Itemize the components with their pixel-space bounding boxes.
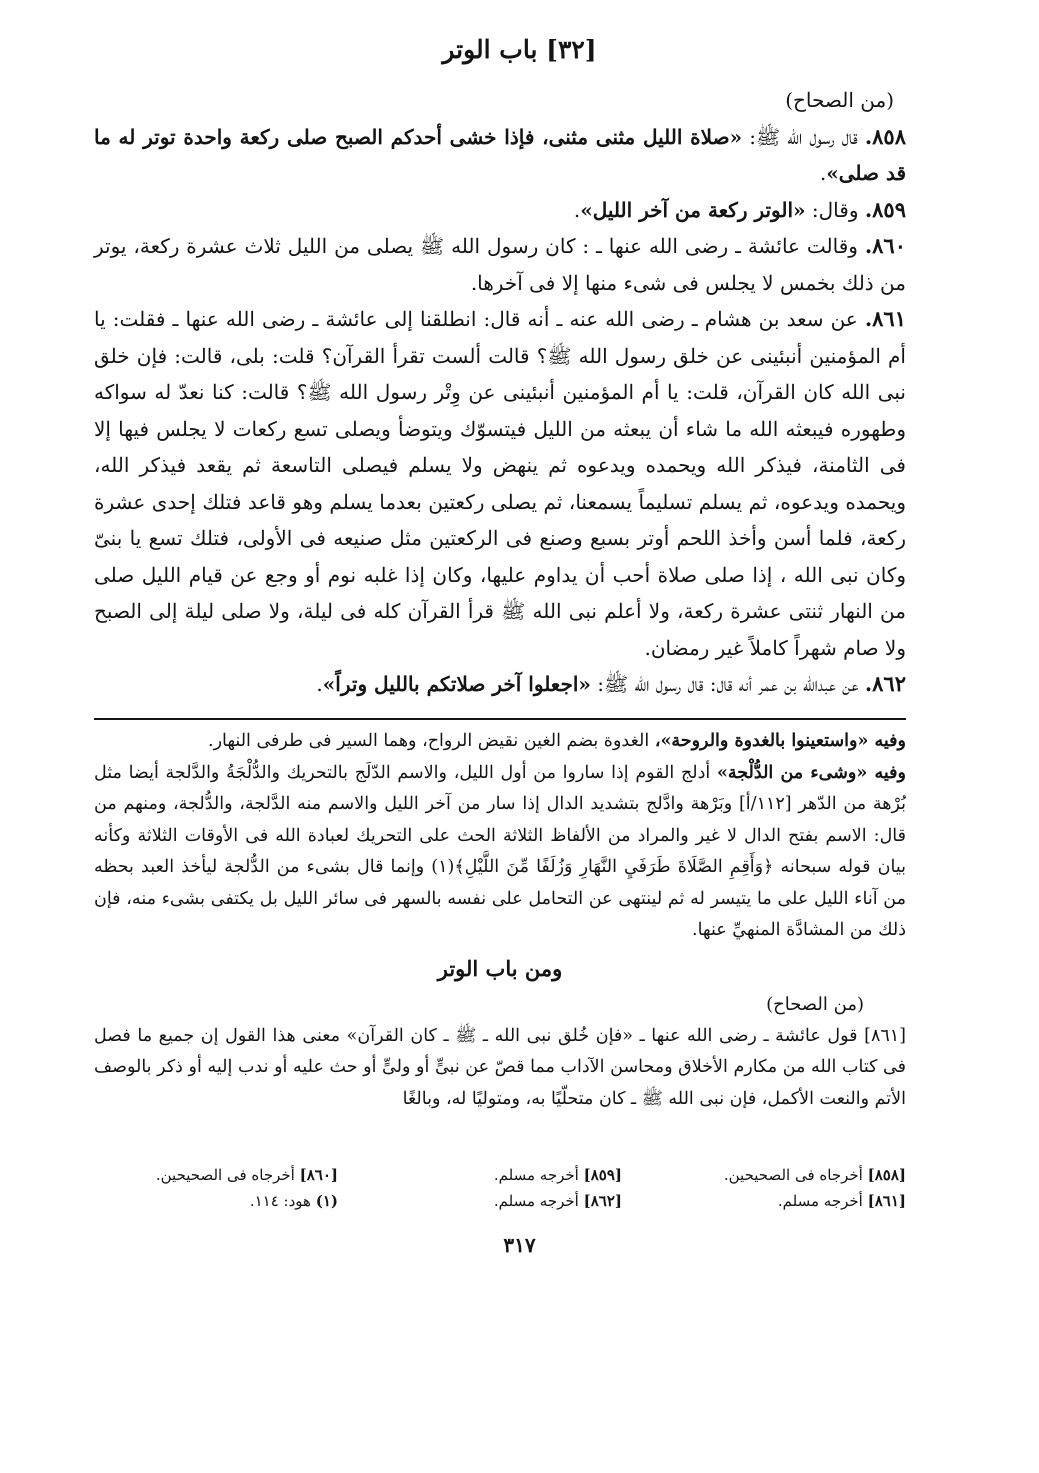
hadith-tail: . bbox=[819, 161, 827, 185]
hadith-body: وقالت عائشة ـ رضى الله عنها ـ : كان رسول الله ﷺ يصلى من الليل ثلاث عشرة ركعة، يوتر من ذلك بخمس لا يجلس فى شىء منها إلا فى آخرها. bbox=[94, 234, 906, 295]
main-text bbox=[94, 82, 906, 703]
footnote bbox=[662, 1188, 906, 1214]
hadith-quote: «الوتر ركعة من آخر الليل» bbox=[580, 197, 806, 222]
hadith-number: ٨٥٨. bbox=[864, 123, 906, 149]
commentary-lead: [٨٦١] قول عائشة ـ رضى الله عنها ـ «فإن خُلق نبى الله ـ ﷺ ـ كان القرآن» bbox=[346, 1025, 906, 1046]
hadith-body: عن سعد بن هشام ـ رضى الله عنه ـ أنه قال: انطلقنا إلى عائشة ـ رضى الله عنها ـ فقلت: يا أم المؤمنين أنبئينى عن خلق رسول الله ﷺ؟ قالت ألست تقرأ القرآن؟ قلت: بلى، قالت: فإن خلق نبى الله كان القرآن، قلت: يا أم المؤمنين أنبئينى عن وِتْر رسول الله ﷺ؟ قالت: كنا نعدّ له سواكه وطهوره فيبعثه الله ما شاء أن يبعثه من الليل فيتسوّك ويتوضأ ويصلى تسع ركعات لا يجلس فيها إلا فى الثامنة، فيذكر الله ويحمده ويدعوه ثم ينهض ولا يسلم فيصلى التاسعة ثم يقعد فيذكر الله، ويحمده ويدعوه، ثم يسلم تسليماً يسمعنا، ثم يصلى ركعتين بعدما يسلم وهو قاعد فتلك إحدى عشرة ركعة، فلما أسن وأخذ اللحم أوتر بسبع وصنع فى الركعتين مثل صنيعه فى الأولى، فتلك تسع يا بنىّ وكان نبى الله ، إذا صلى صلاة أحب أن يداوم عليها، وكان إذا غلبه نوم أو وجع عن قيام الليل صلى من النهار ثنتى عشرة ركعة، ولا أعلم نبى الله ﷺ قرأ القرآن كله فى ليلة، ولا صلى ليلة إلى الصبح ولا صام شهراً كاملاً غير رمضان. bbox=[94, 307, 906, 660]
footnote-ref: (١) bbox=[315, 1192, 338, 1210]
hadith-861 bbox=[94, 301, 906, 666]
sub-section-label: (من الصحاح) bbox=[766, 993, 864, 1015]
commentary-lead: وفيه «وشىء من الدُّلْجة» bbox=[716, 762, 906, 783]
commentary bbox=[94, 726, 906, 1115]
footnote bbox=[378, 1162, 662, 1188]
footnote bbox=[378, 1188, 662, 1214]
sub-heading: ومن باب الوتر bbox=[437, 955, 563, 981]
hadith-tail: . bbox=[573, 197, 581, 222]
commentary-text: معنى هذا القول إن جميع ما فصل فى كتاب الله من مكارم الأخلاق ومحاسن الآداب مما قصّ عن نبىٍّ أو ولىٍّ أو حث عليه أو ندب إليه أو ذكر بالوصف الأتم والنعت الأكمل، فإن نبى الله ﷺ ـ كان متحلّيًا به، ومتوليًا له، وبالغًا bbox=[94, 1025, 906, 1109]
footnote-text: أخرجه مسلم. bbox=[493, 1192, 584, 1210]
hadith-tail: . bbox=[316, 672, 323, 696]
hadith-number: ٨٦١. bbox=[864, 306, 906, 331]
hadith-858 bbox=[94, 119, 906, 192]
footnote bbox=[662, 1162, 906, 1188]
footnote-text: أخرجه مسلم. bbox=[777, 1192, 868, 1210]
footnote bbox=[94, 1188, 378, 1214]
footnotes bbox=[94, 1162, 906, 1214]
hadith-862 bbox=[94, 666, 906, 703]
commentary-paragraph bbox=[94, 758, 906, 947]
footnote-row bbox=[94, 1162, 906, 1188]
hadith-intro: قال رسول الله ﷺ: bbox=[742, 124, 865, 149]
hadith-intro: عن عبدالله بن عمر أنه قال: قال رسول الله ﷺ: bbox=[590, 672, 865, 696]
commentary-paragraph bbox=[94, 726, 906, 758]
footnote-text: أخرجاه فى الصحيحين. bbox=[155, 1166, 300, 1184]
commentary-text: الغدوة بضم الغين نقيض الرواح، وهما السير فى طرفى النهار. bbox=[208, 731, 655, 751]
commentary-lead: وفيه «واستعينوا بالغدوة والروحة»، bbox=[654, 731, 906, 751]
chapter-title: [٣٢] باب الوتر bbox=[442, 35, 597, 64]
hadith-quote: «اجعلوا آخر صلاتكم بالليل وتراً» bbox=[322, 672, 591, 696]
hadith-intro: وقال: bbox=[805, 197, 865, 222]
section-label: (من الصحاح) bbox=[785, 88, 894, 112]
hadith-number: ٨٦٠. bbox=[864, 233, 906, 258]
footnote-ref: [٨٦١] bbox=[867, 1192, 906, 1210]
commentary-text: أدلج القوم إذا ساروا من أول الليل، والاسم الدّلَج بالتحريك والدُّلْجَةُ والدَّلجة أيضا مثل بُرْهة من الدّهر [١١٢/أ] وبَرْهة وادَّلج بتشديد الدال إذا سار من آخر الليل والاسم منه الدَّلجة، والدُّلجة، ومنهم من قال: الاسم بفتح الدال لا غير والمراد من الألفاظ الثلاثة الحث على التحريك لعبادة الله فى الأوقات الثلاثة وكأنه بيان قوله سبحانه ﴿وَأَقِمِ الصَّلَاةَ طَرَفَيِ النَّهَارِ وَزُلَفًا مِّنَ اللَّيْلِ﴾(١) وإنما قال بشىء من الدُّلجة ليأخذ العبد بحظه من آناء الليل على ما يتيسر له ثم لينتهى عن التحامل على نفسه بالسهر فى سائر الليل بل يكتفى بشىء منه، فإن ذلك من المشادَّة المنهيِّ عنها. bbox=[94, 762, 906, 940]
page-number: ٣١٧ bbox=[503, 1233, 536, 1257]
footnote bbox=[94, 1162, 378, 1188]
footnote-text: أخرجه مسلم. bbox=[493, 1166, 584, 1184]
footnote-text: أخرجاه فى الصحيحين. bbox=[723, 1166, 868, 1184]
hadith-quote: «صلاة الليل مثنى مثنى، فإذا خشى أحدكم الصبح صلى ركعة واحدة توتر له ما قد صلى» bbox=[94, 124, 906, 185]
hadith-number: ٨٦٢. bbox=[864, 671, 906, 696]
footnote-ref: [٨٦٢] bbox=[583, 1192, 622, 1210]
hadith-number: ٨٥٩. bbox=[864, 196, 906, 222]
hadith-859 bbox=[94, 192, 906, 229]
footnote-text: هود: ١١٤. bbox=[249, 1192, 316, 1210]
footnote-ref: [٨٥٨] bbox=[867, 1166, 906, 1184]
hadith-860 bbox=[94, 228, 906, 301]
separator-rule bbox=[94, 718, 906, 720]
footnote-row bbox=[94, 1188, 906, 1214]
commentary-paragraph bbox=[94, 1021, 906, 1116]
footnote-ref: [٨٦٠] bbox=[299, 1166, 338, 1184]
footnote-ref: [٨٥٩] bbox=[583, 1166, 622, 1184]
